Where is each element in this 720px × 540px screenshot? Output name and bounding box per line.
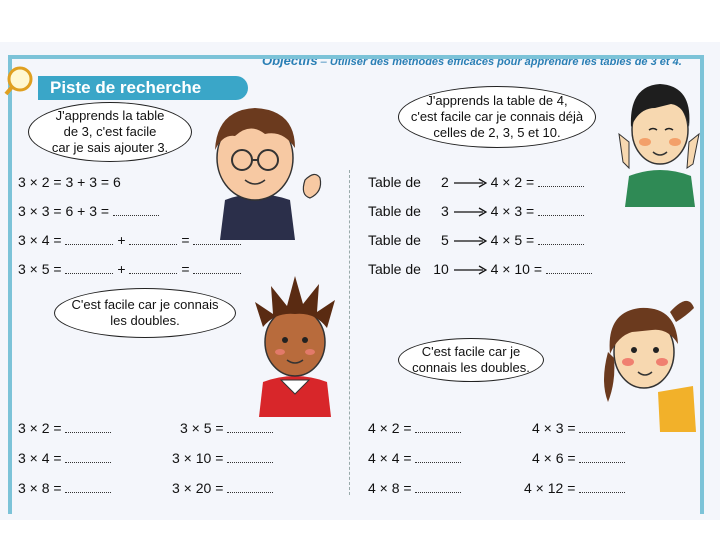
operator-text: + [117, 261, 126, 277]
answer-blank[interactable] [227, 422, 273, 433]
equation-row [18, 174, 121, 190]
speech-bubble-boy1 [28, 102, 192, 162]
exercise-text: 3 × 2 = [18, 420, 62, 436]
exercise-item [532, 420, 625, 436]
exercise-text: 4 × 3 = [532, 420, 576, 436]
exercise-item [180, 420, 273, 436]
exercise-item [18, 480, 111, 496]
bubble-line: connais les doubles. [412, 360, 530, 375]
exercise-text: 3 × 10 = [172, 450, 224, 466]
equation-text: 3 × 4 = [18, 232, 62, 248]
answer-blank[interactable] [227, 452, 273, 463]
exercise-text: 4 × 8 = [368, 480, 412, 496]
answer-blank[interactable] [538, 176, 584, 187]
table-row [368, 203, 584, 219]
exercise-item [172, 450, 273, 466]
table-label: Table de [368, 232, 421, 248]
bubble-line: C'est facile car je connais [71, 297, 219, 312]
equation-row [18, 203, 159, 219]
bubble-line: J'apprends la table [55, 108, 165, 123]
exercise-item [368, 480, 461, 496]
equation-text: 3 × 3 = 6 + 3 = [18, 203, 110, 219]
exercise-text: 4 × 2 = [368, 420, 412, 436]
bubble-line: les doubles. [110, 313, 180, 328]
table-label: Table de [368, 261, 421, 277]
bubble-line: car je sais ajouter 3. [51, 140, 169, 155]
speech-bubble-boy2 [54, 288, 236, 338]
equation-row [18, 261, 241, 277]
answer-blank[interactable] [579, 482, 625, 493]
column-divider [349, 170, 350, 495]
equation-text: 3 × 5 = [18, 261, 62, 277]
answer-blank[interactable] [129, 263, 177, 274]
exercise-text: 3 × 4 = [18, 450, 62, 466]
answer-blank[interactable] [65, 452, 111, 463]
operator-text: = [181, 232, 190, 248]
arrow-right-icon [453, 207, 487, 217]
table-result: 4 × 3 = [490, 203, 535, 219]
objectives-text: Utiliser des méthodes efficaces pour apprendre les tables de 3 et 4. [329, 56, 682, 68]
equation-text: 3 × 2 = 3 + 3 = 6 [18, 174, 121, 190]
girl-bob-hair-illustration [615, 72, 705, 207]
bubble-line: C'est facile car je [421, 344, 521, 359]
objectives-dash: – [317, 56, 330, 68]
girl-ponytail-illustration [598, 282, 698, 432]
arrow-right-icon [453, 178, 487, 188]
answer-blank[interactable] [538, 234, 584, 245]
answer-blank[interactable] [193, 234, 241, 245]
table-row [368, 261, 592, 277]
answer-blank[interactable] [129, 234, 177, 245]
answer-blank[interactable] [415, 422, 461, 433]
exercise-item [172, 480, 273, 496]
table-number: 5 [441, 232, 449, 248]
answer-blank[interactable] [65, 234, 113, 245]
answer-blank[interactable] [227, 482, 273, 493]
exercise-text: 4 × 12 = [524, 480, 576, 496]
answer-blank[interactable] [415, 482, 461, 493]
table-label: Table de [368, 203, 421, 219]
answer-blank[interactable] [579, 452, 625, 463]
table-result: 4 × 5 = [490, 232, 535, 248]
answer-blank[interactable] [193, 263, 241, 274]
answer-blank[interactable] [65, 422, 111, 433]
section-title: Piste de recherche [50, 78, 202, 97]
table-result: 4 × 2 = [490, 174, 535, 190]
table-row [368, 232, 584, 248]
arrow-right-icon [453, 236, 487, 246]
boy-with-glasses-illustration [195, 100, 330, 240]
exercise-item [532, 450, 625, 466]
exercise-item [368, 420, 461, 436]
exercise-text: 3 × 20 = [172, 480, 224, 496]
table-row [368, 174, 584, 190]
exercise-text: 4 × 6 = [532, 450, 576, 466]
operator-text: = [181, 261, 190, 277]
answer-blank[interactable] [65, 482, 111, 493]
exercise-item [524, 480, 625, 496]
answer-blank[interactable] [579, 422, 625, 433]
bubble-line: J'apprends la table de 4, [426, 93, 568, 108]
table-result: 4 × 10 = [490, 261, 542, 277]
table-label: Table de [368, 174, 421, 190]
arrow-right-icon [453, 265, 487, 275]
table-number: 3 [441, 203, 449, 219]
table-number: 10 [433, 261, 449, 277]
exercise-text: 3 × 5 = [180, 420, 224, 436]
exercise-item [18, 420, 111, 436]
bubble-line: celles de 2, 3, 5 et 10. [433, 125, 561, 140]
answer-blank[interactable] [113, 205, 159, 216]
speech-bubble-girl2 [398, 338, 544, 382]
answer-blank[interactable] [415, 452, 461, 463]
magnifier-icon [4, 64, 38, 98]
answer-blank[interactable] [65, 263, 113, 274]
boy-spiky-hair-illustration [245, 272, 345, 417]
exercise-text: 3 × 8 = [18, 480, 62, 496]
bubble-line: c'est facile car je connais déjà [410, 109, 584, 124]
answer-blank[interactable] [546, 263, 592, 274]
objectives-label: Objectifs [262, 53, 318, 68]
exercise-item [368, 450, 461, 466]
equation-row [18, 232, 241, 248]
speech-bubble-girl1 [398, 86, 596, 148]
operator-text: + [117, 232, 126, 248]
table-number: 2 [441, 174, 449, 190]
exercise-item [18, 450, 111, 466]
answer-blank[interactable] [538, 205, 584, 216]
bubble-line: de 3, c'est facile [63, 124, 157, 139]
exercise-text: 4 × 4 = [368, 450, 412, 466]
